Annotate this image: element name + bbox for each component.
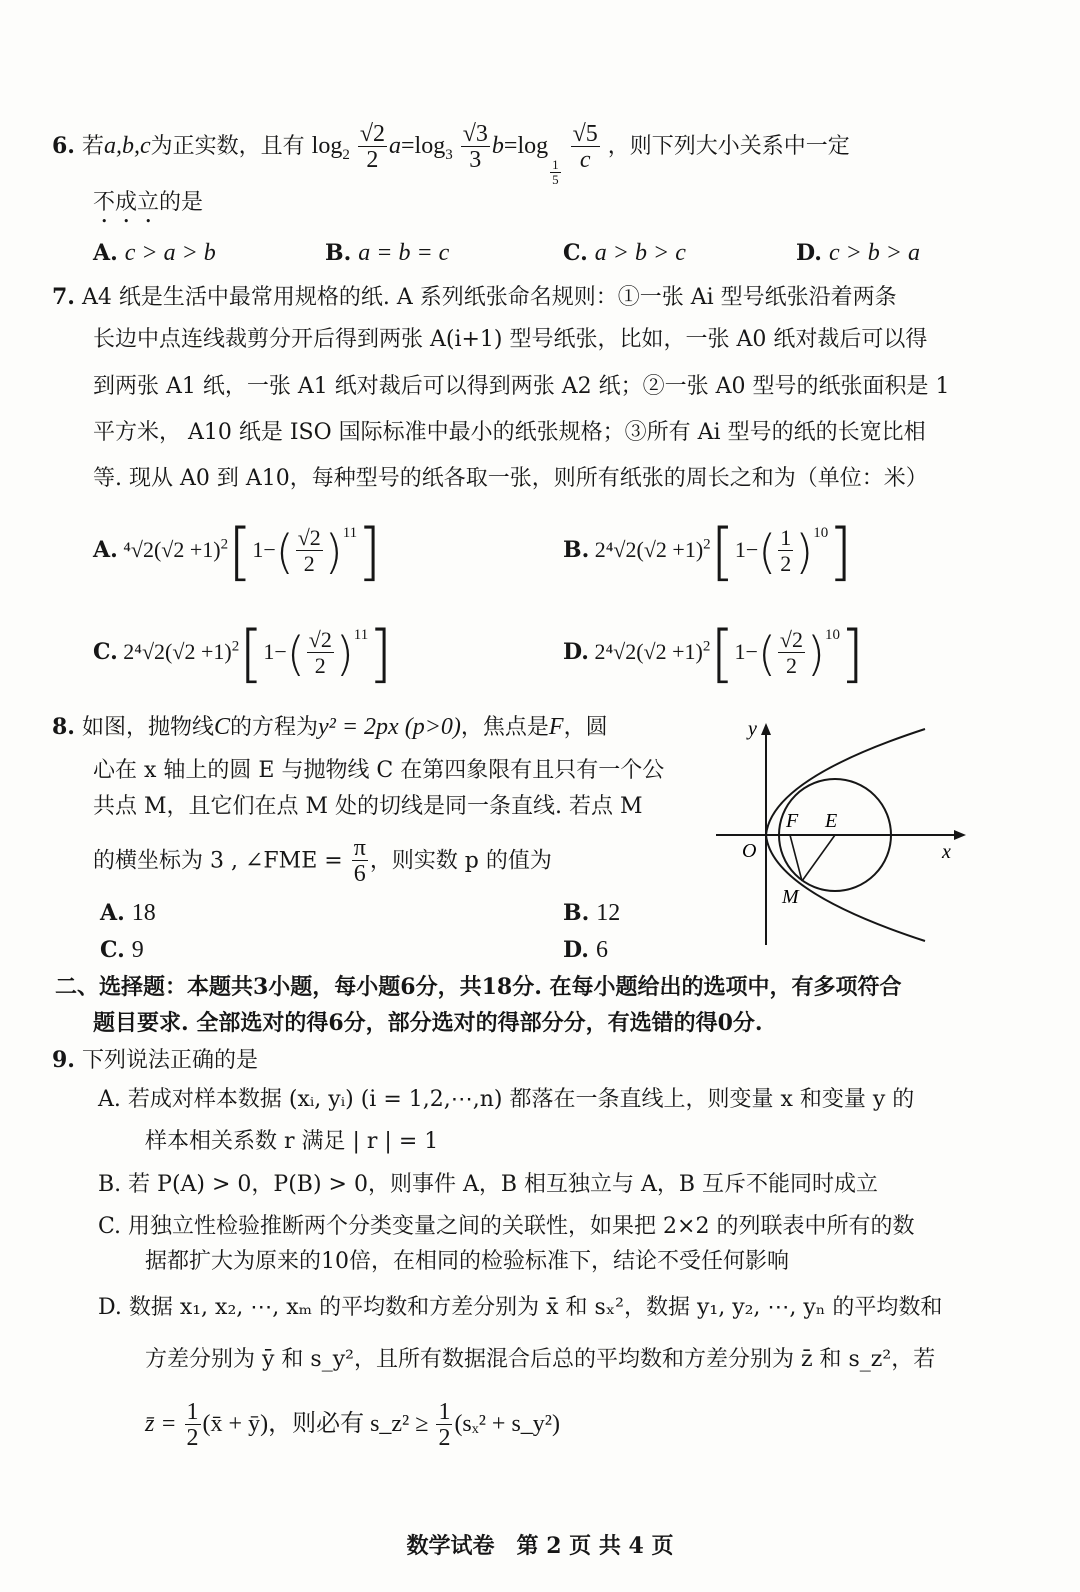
- frac-num: √2: [779, 627, 803, 653]
- right-paren: ): [807, 626, 825, 681]
- opt-text: a = b = c: [358, 240, 450, 266]
- opt-label: B.: [563, 900, 590, 926]
- opt-text: c > a > b: [124, 240, 216, 266]
- right-paren: ): [324, 524, 343, 579]
- left-paren: (: [286, 626, 305, 681]
- left-bracket: [: [710, 616, 735, 690]
- x-axis-arrow: [954, 830, 966, 840]
- frac-2-num: √3: [462, 121, 488, 147]
- q9-option-d-line3: [145, 1400, 560, 1451]
- q8-text-3: 共点 M，且它们在点 M 处的切线是同一条直线. 若点 M: [93, 794, 643, 819]
- opt-pow: 10: [824, 627, 840, 643]
- q7-line3: [93, 372, 949, 402]
- frac-num: √2: [308, 627, 332, 653]
- opt-text: a > b > c: [594, 240, 686, 266]
- q8-var-c: C: [213, 714, 230, 740]
- var-b: b: [491, 133, 504, 160]
- left-paren: (: [275, 524, 294, 579]
- opt-text: 12: [596, 900, 621, 926]
- frac-num: π: [353, 835, 366, 861]
- q9-d-z-eq: z̄ =: [145, 1411, 177, 1438]
- q7-line1: [52, 282, 897, 313]
- q8-line1: [52, 712, 608, 743]
- q7-option-d: [563, 616, 865, 690]
- base-3-num: 1: [552, 157, 559, 173]
- frac-den: 2: [785, 653, 797, 679]
- q7-number: 7.: [52, 284, 75, 310]
- opt-text: 18: [131, 900, 156, 926]
- opt-base: (√2 +1): [636, 639, 703, 664]
- q7-option-c: [93, 616, 393, 690]
- opt-one-minus: 1−: [263, 639, 287, 664]
- q9-c-text-1: C. 用独立性检验推断两个分类变量之间的关联性，如果把 2×2 的列联表中所有的数: [98, 1214, 915, 1239]
- q6-lead: 若: [81, 134, 104, 160]
- q6-emphasis: 不成立: [93, 190, 160, 215]
- parabola-circle-figure: [710, 715, 970, 950]
- label-o: O: [742, 840, 757, 862]
- y-axis-arrow: [761, 723, 771, 735]
- q9-a-text-1: A. 若成对样本数据 (xᵢ, yᵢ) (i = 1,2,⋯,n) 都落在一条直线上，则变量 x 和变量 y 的: [98, 1087, 915, 1112]
- var-a: a: [389, 133, 401, 160]
- opt-frac: [778, 628, 805, 679]
- log-base-2: 3: [445, 146, 453, 163]
- q9-b-text: B. 若 P(A) > 0，P(B) > 0，则事件 A，B 相互独立与 A，B 互斥不能同时成立: [98, 1172, 879, 1197]
- q9-number: 9.: [52, 1047, 75, 1073]
- q9-option-a-line1: [98, 1085, 914, 1115]
- q8-option-d: [563, 935, 608, 966]
- frac-den: 2: [303, 551, 315, 577]
- eq-2: =: [503, 133, 518, 160]
- q7-text-5: 等. 现从 A0 到 A10，每种型号的纸各取一张，则所有纸张的周长之和为（单位：米）: [93, 466, 928, 491]
- q8-option-b: [563, 898, 620, 929]
- frac-den: 2: [186, 1425, 199, 1451]
- q9-c-text-2: 据都扩大为原来的10倍，在相同的检验标准下，结论不受任何影响: [145, 1249, 789, 1274]
- section2-line1: [55, 972, 902, 1002]
- q7-line4: [93, 418, 926, 448]
- frac-num: √2: [297, 525, 321, 551]
- q9-option-c-line1: [98, 1212, 914, 1242]
- q6-line1: [52, 122, 850, 187]
- q8-text-2: 心在 x 轴上的圆 E 与抛物线 C 在第四象限有且只有一个公: [93, 758, 665, 783]
- label-e: E: [825, 810, 838, 832]
- opt-one-minus: 1−: [734, 639, 758, 664]
- q9-option-b: [98, 1170, 878, 1200]
- q8-line4: [93, 836, 552, 887]
- q7-line5: [93, 464, 928, 494]
- opt-label: C.: [100, 937, 125, 963]
- q9-option-a-line2: [145, 1127, 438, 1157]
- opt-pow: 11: [353, 627, 369, 643]
- q6-number: 6.: [52, 133, 75, 160]
- q9-d-text-2: 方差分别为 ȳ 和 s_y²，且所有数据混合后总的平均数和方差分别为 z̄ 和 s_z²，若: [145, 1347, 936, 1372]
- half-frac-1: [185, 1400, 201, 1451]
- left-bracket: [: [710, 514, 735, 588]
- q9-d-text-3c: (sₓ² + s_y²): [454, 1411, 560, 1438]
- left-paren: (: [757, 626, 776, 681]
- page-footer: 数学试卷 第 2 页 共 4 页: [406, 1533, 674, 1559]
- q6-line2: [93, 188, 203, 228]
- frac-1-den: 2: [366, 147, 379, 173]
- base-3-den: 5: [552, 172, 559, 188]
- opt-base: (√2 +1): [165, 639, 232, 664]
- frac-den: 2: [438, 1425, 451, 1451]
- right-bracket: ]: [368, 616, 393, 690]
- opt-text: 9: [131, 937, 144, 963]
- left-bracket: [: [228, 514, 253, 588]
- left-paren: (: [758, 524, 777, 579]
- frac-num: 1: [780, 525, 792, 551]
- opt-exp: 2: [231, 638, 240, 655]
- right-bracket: ]: [828, 514, 853, 588]
- q7-text-1: A4 纸是生活中最常用规格的纸. A 系列纸张命名规则：①一张 Ai 型号纸张沿着两条: [81, 285, 897, 310]
- opt-label: C.: [563, 240, 588, 266]
- opt-label: A.: [93, 240, 118, 266]
- q7-line2: [93, 325, 927, 355]
- opt-label: A.: [100, 900, 125, 926]
- q6-option-d: [796, 238, 920, 269]
- angle-frac: [352, 836, 368, 887]
- log-base-1: 2: [342, 146, 350, 163]
- frac-den: 2: [780, 551, 792, 577]
- section2-text-1: 二、选择题：本题共3小题，每小题6分，共18分. 在每小题给出的选项中，有多项符合: [55, 974, 902, 1000]
- q8-text-1c: ，焦点是: [460, 715, 549, 740]
- q8-equation: y² = 2px (p>0): [318, 714, 461, 740]
- opt-pow: 10: [813, 525, 829, 541]
- frac-2-den: 3: [469, 147, 482, 173]
- q6-option-b: [325, 238, 449, 269]
- frac-den: 6: [353, 861, 366, 887]
- opt-exp: 2: [220, 536, 229, 553]
- q8-text-1a: 如图，抛物线: [81, 715, 214, 740]
- q8-text-1d: ，圆: [563, 715, 608, 740]
- frac-den: 2: [314, 653, 326, 679]
- opt-coef: 2⁴√2: [594, 639, 637, 664]
- opt-coef: 2⁴√2: [123, 639, 166, 664]
- frac-num: 1: [186, 1399, 199, 1425]
- q8-line3: [93, 792, 643, 822]
- q9-option-c-line2: [145, 1247, 789, 1277]
- frac-3-den: c: [579, 147, 591, 173]
- section2-line2: [93, 1008, 763, 1038]
- q9-a-text-2: 样本相关系数 r 满足 | r | = 1: [145, 1129, 439, 1154]
- opt-frac: [307, 628, 334, 679]
- opt-label: C.: [93, 639, 118, 665]
- opt-label: D.: [563, 937, 589, 963]
- opt-pow: 11: [342, 525, 358, 541]
- q7-text-3: 到两张 A1 纸，一张 A1 纸对裁后可以得到两张 A2 纸；②一张 A0 型号的纸张面积是 1: [93, 374, 950, 399]
- opt-label: B.: [325, 240, 352, 266]
- frac-num: 1: [438, 1399, 451, 1425]
- opt-frac: [778, 526, 793, 577]
- q9-stem: 下列说法正确的是: [81, 1048, 258, 1073]
- q6-text2: ，则下列大小关系中一定: [607, 134, 850, 160]
- right-bracket: ]: [357, 514, 382, 588]
- q6-option-c: [563, 238, 686, 269]
- frac-3: [571, 122, 600, 173]
- opt-label: D.: [796, 240, 822, 266]
- right-paren: ): [335, 626, 354, 681]
- segment-em: [802, 835, 835, 881]
- opt-base: (√2 +1): [636, 537, 704, 562]
- opt-one-minus: 1−: [252, 537, 276, 562]
- left-bracket: [: [239, 616, 264, 690]
- q8-text-1b: 的方程为: [230, 715, 319, 740]
- frac-1: [358, 122, 387, 173]
- opt-one-minus: 1−: [734, 537, 759, 562]
- q9-d-text-3b: (x̄ + ȳ)，则必有 s_z² ≥: [202, 1411, 429, 1438]
- q7-text-4: 平方米， A10 纸是 ISO 国际标准中最小的纸张规格；③所有 Ai 型号的纸的长宽比相: [93, 420, 926, 445]
- opt-exp: 2: [703, 536, 711, 553]
- q8-option-c: [100, 935, 144, 966]
- q9-d-text-1: D. 数据 x₁, x₂, ⋯, xₘ 的平均数和方差分别为 x̄ 和 sₓ²，数据 y₁, y₂, ⋯, yₙ 的平均数和: [98, 1295, 943, 1320]
- opt-text: 6: [595, 937, 608, 963]
- q6-line2-rest: 的是: [159, 190, 204, 215]
- opt-base: (√2 +1): [153, 537, 221, 562]
- opt-label: B.: [563, 537, 590, 563]
- frac-1-num: √2: [359, 121, 385, 147]
- label-f: F: [786, 810, 799, 832]
- log-base-3: [550, 158, 561, 187]
- opt-exp: 2: [702, 638, 711, 655]
- log-2: log: [414, 133, 446, 160]
- half-frac-2: [436, 1400, 452, 1451]
- opt-frac: [296, 526, 323, 577]
- q6-equation: [311, 121, 608, 188]
- q8-option-a: [100, 898, 156, 929]
- label-x: x: [942, 841, 951, 863]
- label-m: M: [782, 886, 799, 908]
- q7-option-b: [563, 514, 853, 588]
- q6-text1: 为正实数，且有: [150, 134, 305, 160]
- q6-vars: a,b,c: [103, 133, 151, 160]
- q9-option-d-line1: [98, 1293, 942, 1323]
- label-y: y: [748, 718, 757, 740]
- log-1: log: [311, 133, 343, 160]
- frac-3-num: √5: [572, 121, 598, 147]
- log-3: log: [517, 133, 549, 160]
- q8-line2: [93, 756, 664, 786]
- q7-option-a: [93, 514, 382, 588]
- opt-label: A.: [93, 537, 118, 563]
- opt-label: D.: [563, 639, 589, 665]
- opt-coef: ⁴√2: [123, 537, 154, 562]
- eq-1: =: [401, 133, 415, 160]
- q9-option-d-line2: [145, 1345, 935, 1375]
- q8-text-4b: ，则实数 p 的值为: [369, 848, 552, 874]
- q8-var-f: F: [548, 714, 564, 740]
- right-paren: ): [795, 524, 814, 579]
- frac-2: [461, 122, 490, 173]
- opt-coef: 2⁴√2: [594, 537, 637, 562]
- q9-line1: [52, 1045, 258, 1076]
- section2-text-2: 题目要求. 全部选对的得6分，部分选对的得部分分，有选错的得0分.: [93, 1010, 763, 1036]
- q8-number: 8.: [52, 714, 75, 740]
- q6-option-a: [93, 238, 216, 269]
- opt-text: c > b > a: [828, 240, 920, 266]
- q7-text-2: 长边中点连线裁剪分开后得到两张 A(i+1) 型号纸张，比如，一张 A0 纸对裁后可以得: [93, 327, 928, 352]
- right-bracket: ]: [839, 616, 865, 690]
- q8-text-4a: 的横坐标为 3 , ∠FME =: [93, 848, 343, 874]
